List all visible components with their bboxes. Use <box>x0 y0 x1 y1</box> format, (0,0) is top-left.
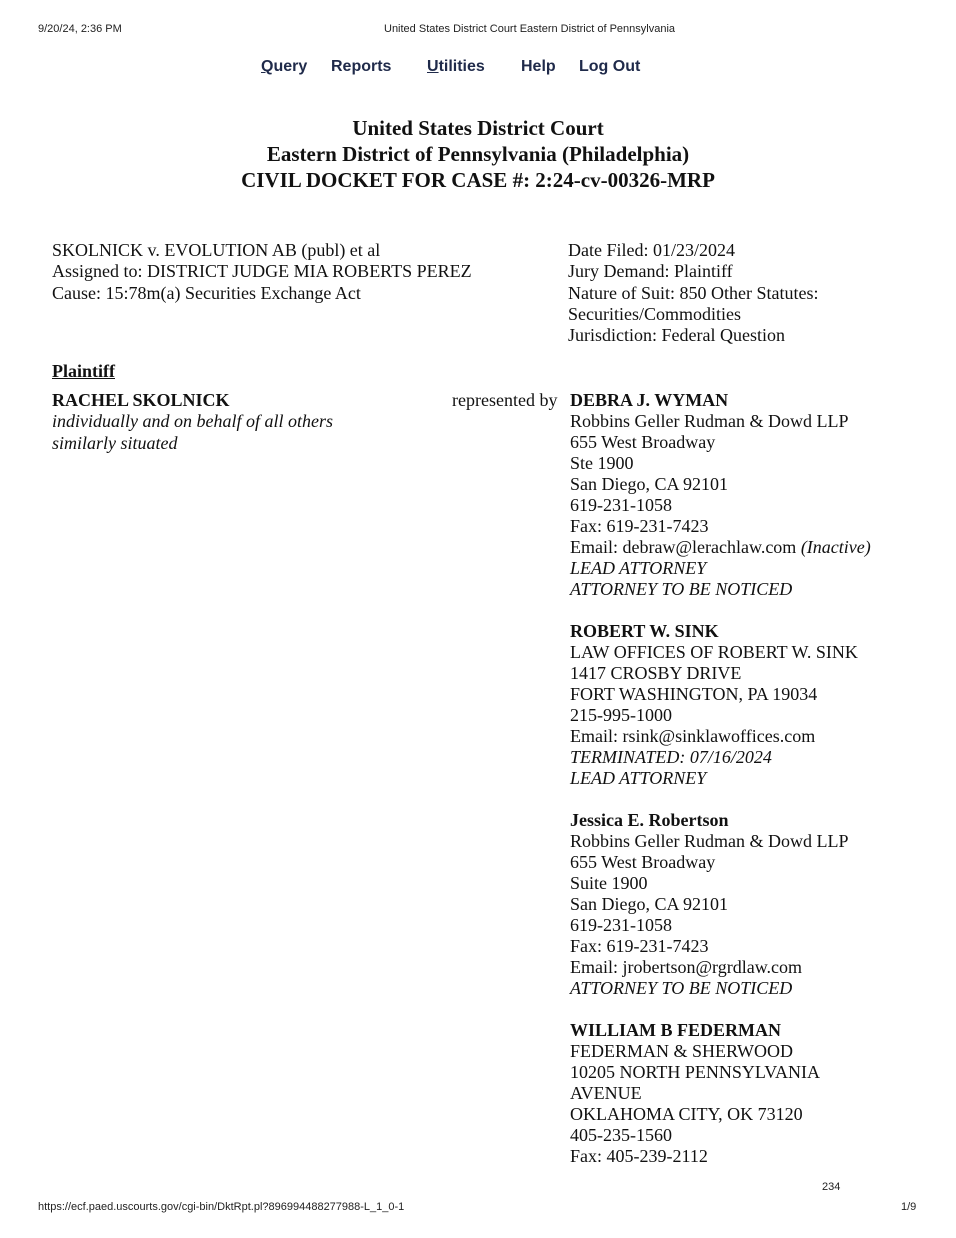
attorney-flag: TERMINATED: 07/16/2024 <box>570 747 772 767</box>
attorney-entry <box>570 810 910 999</box>
attorney-phone: 405-235-1560 <box>570 1125 672 1145</box>
nav-help-link[interactable]: Help <box>521 58 556 75</box>
attorney-name: ROBERT W. SINK <box>570 621 719 641</box>
case-cause: Cause: 15:78m(a) Securities Exchange Act <box>52 282 361 303</box>
nav-logout-link[interactable]: Log Out <box>579 58 641 75</box>
assigned-judge: Assigned to: DISTRICT JUDGE MIA ROBERTS PEREZ <box>52 261 472 282</box>
attorney-address: 1417 CROSBY DRIVE <box>570 663 742 683</box>
case-header <box>0 115 956 193</box>
attorney-address: 655 West Broadway <box>570 852 716 872</box>
nav-query-link[interactable] <box>261 58 307 76</box>
attorney-city: OKLAHOMA CITY, OK 73120 <box>570 1104 803 1124</box>
attorney-flag: LEAD ATTORNEY <box>570 558 707 578</box>
attorney-fax: Fax: 619-231-7423 <box>570 516 709 536</box>
attorney-flag: ATTORNEY TO BE NOTICED <box>570 579 793 599</box>
case-info-right <box>568 240 868 346</box>
district-name: Eastern District of Pennsylvania (Philadelphia) <box>266 142 690 166</box>
attorney-flag: LEAD ATTORNEY <box>570 768 707 788</box>
print-page-title: United States District Court Eastern District of Pennsylvania <box>384 23 676 35</box>
print-page-number: 1/9 <box>901 1201 917 1213</box>
nav-query-accel: Q <box>261 58 274 75</box>
attorney-fax: Fax: 619-231-7423 <box>570 936 709 956</box>
nature-of-suit-cont: Securities/Commodities <box>568 303 741 324</box>
attorney-name: DEBRA J. WYMAN <box>570 390 729 410</box>
attorney-phone: 619-231-1058 <box>570 915 672 935</box>
court-name: United States District Court <box>352 116 604 140</box>
attorney-suite: Ste 1900 <box>570 453 634 473</box>
nav-query-rest: uery <box>273 58 308 75</box>
page-marker: 234 <box>822 1181 841 1193</box>
attorney-email: Email: debraw@lerachlaw.com <box>570 537 797 557</box>
attorney-phone: 619-231-1058 <box>570 495 672 515</box>
attorney-firm: Robbins Geller Rudman & Dowd LLP <box>570 411 849 431</box>
nav-utilities-accel: U <box>427 58 439 75</box>
attorney-address-cont: AVENUE <box>570 1083 642 1103</box>
plaintiff-block <box>52 390 382 454</box>
attorney-name: Jessica E. Robertson <box>570 810 729 830</box>
party-role-heading: Plaintiff <box>52 361 115 381</box>
attorney-firm: Robbins Geller Rudman & Dowd LLP <box>570 831 849 851</box>
attorney-phone: 215-995-1000 <box>570 705 672 725</box>
attorney-entry <box>570 1020 910 1167</box>
attorney-flag: ATTORNEY TO BE NOTICED <box>570 978 793 998</box>
attorney-email-line <box>570 537 910 558</box>
plaintiff-name: RACHEL SKOLNICK <box>52 390 230 410</box>
attorney-suite: Suite 1900 <box>570 873 648 893</box>
attorney-address: 655 West Broadway <box>570 432 716 452</box>
case-info-left <box>52 240 472 304</box>
attorney-list <box>570 390 910 1188</box>
plaintiff-desc: individually and on behalf of all others <box>52 411 333 432</box>
nav-reports-link[interactable]: Reports <box>331 58 392 75</box>
attorney-entry <box>570 390 910 600</box>
date-filed: Date Filed: 01/23/2024 <box>568 240 735 260</box>
nature-of-suit: Nature of Suit: 850 Other Statutes: <box>568 282 819 303</box>
attorney-city: FORT WASHINGTON, PA 19034 <box>570 684 818 704</box>
jurisdiction: Jurisdiction: Federal Question <box>568 325 785 346</box>
print-url: https://ecf.paed.uscourts.gov/cgi-bin/DktRpt.pl?896994488277988-L_1_0-1 <box>38 1201 405 1213</box>
plaintiff-desc-cont: similarly situated <box>52 432 178 453</box>
email-status: (Inactive) <box>800 537 871 557</box>
attorney-city: San Diego, CA 92101 <box>570 894 729 914</box>
attorney-email: Email: rsink@sinklawoffices.com <box>570 726 816 746</box>
case-caption: SKOLNICK v. EVOLUTION AB (publ) et al <box>52 240 381 260</box>
attorney-entry <box>570 621 910 789</box>
attorney-email: Email: jrobertson@rgrdlaw.com <box>570 957 803 977</box>
attorney-firm: LAW OFFICES OF ROBERT W. SINK <box>570 642 858 662</box>
nav-utilities-link[interactable] <box>427 58 485 76</box>
attorney-name: WILLIAM B FEDERMAN <box>570 1020 782 1040</box>
jury-demand: Jury Demand: Plaintiff <box>568 261 733 282</box>
attorney-city: San Diego, CA 92101 <box>570 474 729 494</box>
represented-by-label: represented by <box>452 390 558 410</box>
attorney-firm: FEDERMAN & SHERWOOD <box>570 1041 794 1061</box>
docket-title: CIVIL DOCKET FOR CASE #: 2:24-cv-00326-MRP <box>241 168 715 192</box>
attorney-fax: Fax: 405-239-2112 <box>570 1146 708 1166</box>
nav-utilities-rest: tilities <box>438 58 485 75</box>
print-datetime: 9/20/24, 2:36 PM <box>38 23 122 35</box>
attorney-address: 10205 NORTH PENNSYLVANIA <box>570 1062 820 1082</box>
